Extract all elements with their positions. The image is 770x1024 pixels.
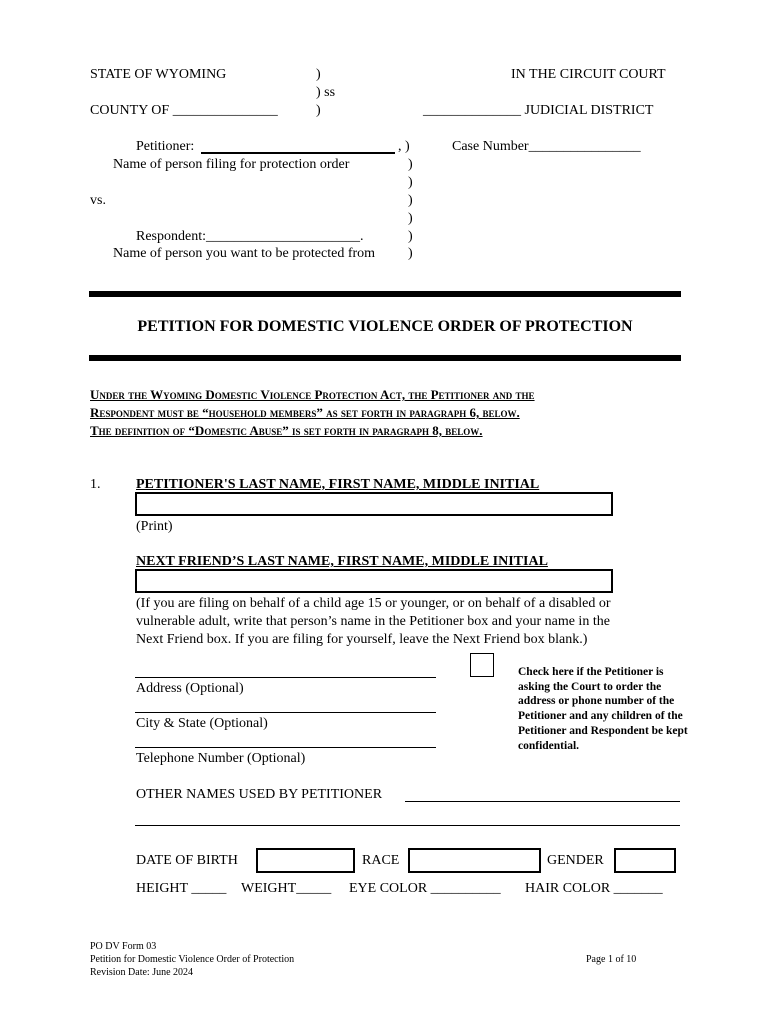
dob-field[interactable]: [256, 848, 355, 873]
petitioner-name-heading: PETITIONER'S LAST NAME, FIRST NAME, MIDDLE INITIAL: [136, 477, 540, 492]
caption-paren: ): [408, 229, 413, 244]
print-label: (Print): [136, 519, 173, 534]
vs-label: vs.: [90, 193, 106, 208]
eye-color-field[interactable]: EYE COLOR __________: [349, 881, 501, 896]
petitioner-label: Petitioner:: [136, 139, 195, 154]
respondent-label: Respondent:______________________.: [136, 229, 364, 244]
intro-line-2: Respondent must be “household members” as set forth in paragraph 6, below.: [90, 405, 520, 420]
telephone-label: Telephone Number (Optional): [136, 751, 306, 766]
gender-field[interactable]: [614, 848, 676, 873]
instructions-line-2: vulnerable adult, write that person’s name in the Petitioner box and your name in the: [136, 614, 610, 629]
petitioner-name-field[interactable]: [135, 492, 613, 516]
footer-page-number: Page 1 of 10: [586, 954, 637, 965]
caption-paren: ): [408, 246, 413, 261]
city-state-field[interactable]: [135, 712, 436, 713]
district-label: ______________ JUDICIAL DISTRICT: [423, 103, 654, 118]
height-field[interactable]: HEIGHT _____: [136, 881, 227, 896]
confidential-note: Check here if the Petitioner is asking the Court to order the address or phone number of the Petitioner and any children of the Petitioner and Respondent be kept confidential.: [518, 666, 688, 752]
respondent-sub-label: Name of person you want to be protected from: [113, 246, 376, 261]
section-number: 1.: [90, 477, 101, 492]
caption-paren: ): [408, 175, 413, 190]
dob-label: DATE OF BIRTH: [136, 853, 238, 868]
gender-label: GENDER: [547, 853, 604, 868]
intro-line-3: The definition of “Domestic Abuse” is set forth in paragraph 8, below.: [90, 423, 483, 438]
confidential-checkbox[interactable]: [470, 653, 494, 677]
petitioner-comma-paren: , ): [398, 139, 410, 154]
telephone-field[interactable]: [135, 747, 436, 748]
other-names-field[interactable]: [405, 801, 680, 802]
address-label: Address (Optional): [136, 681, 244, 696]
county-label: COUNTY OF _______________: [90, 103, 278, 118]
caption-ss: ) ss: [316, 85, 336, 100]
petitioner-name-line[interactable]: [201, 152, 395, 154]
caption-paren: ): [316, 103, 321, 118]
footer-revision-date: Revision Date: June 2024: [90, 967, 194, 978]
footer-form-title: Petition for Domestic Violence Order of Protection: [90, 954, 295, 965]
page-title: PETITION FOR DOMESTIC VIOLENCE ORDER OF PROTECTION: [137, 318, 633, 335]
address-field[interactable]: [135, 677, 436, 678]
next-friend-heading: NEXT FRIEND’S LAST NAME, FIRST NAME, MIDDLE INITIAL: [136, 554, 548, 569]
weight-field[interactable]: WEIGHT_____: [241, 881, 332, 896]
title-top-rule: [89, 291, 681, 297]
instructions-line-1: (If you are filing on behalf of a child age 15 or younger, or on behalf of a disabled or: [136, 596, 611, 611]
caption-paren: ): [316, 67, 321, 82]
next-friend-name-field[interactable]: [135, 569, 613, 593]
petitioner-sub-label: Name of person filing for protection order: [113, 157, 350, 172]
instructions-line-3: Next Friend box. If you are filing for yourself, leave the Next Friend box blank.): [136, 632, 588, 647]
case-number-label: Case Number________________: [452, 139, 641, 154]
court-label: IN THE CIRCUIT COURT: [511, 67, 666, 82]
hair-color-field[interactable]: HAIR COLOR _______: [525, 881, 663, 896]
intro-line-1: Under the Wyoming Domestic Violence Protection Act, the Petitioner and the: [90, 387, 535, 402]
caption-paren: ): [408, 211, 413, 226]
caption-paren: ): [408, 157, 413, 172]
other-names-field-2[interactable]: [135, 825, 680, 826]
race-field[interactable]: [408, 848, 541, 873]
city-state-label: City & State (Optional): [136, 716, 268, 731]
caption-paren: ): [408, 193, 413, 208]
other-names-label: OTHER NAMES USED BY PETITIONER: [136, 787, 383, 802]
title-bottom-rule: [89, 355, 681, 361]
footer-form-number: PO DV Form 03: [90, 941, 157, 952]
state-label: STATE OF WYOMING: [90, 67, 227, 82]
race-label: RACE: [362, 853, 400, 868]
